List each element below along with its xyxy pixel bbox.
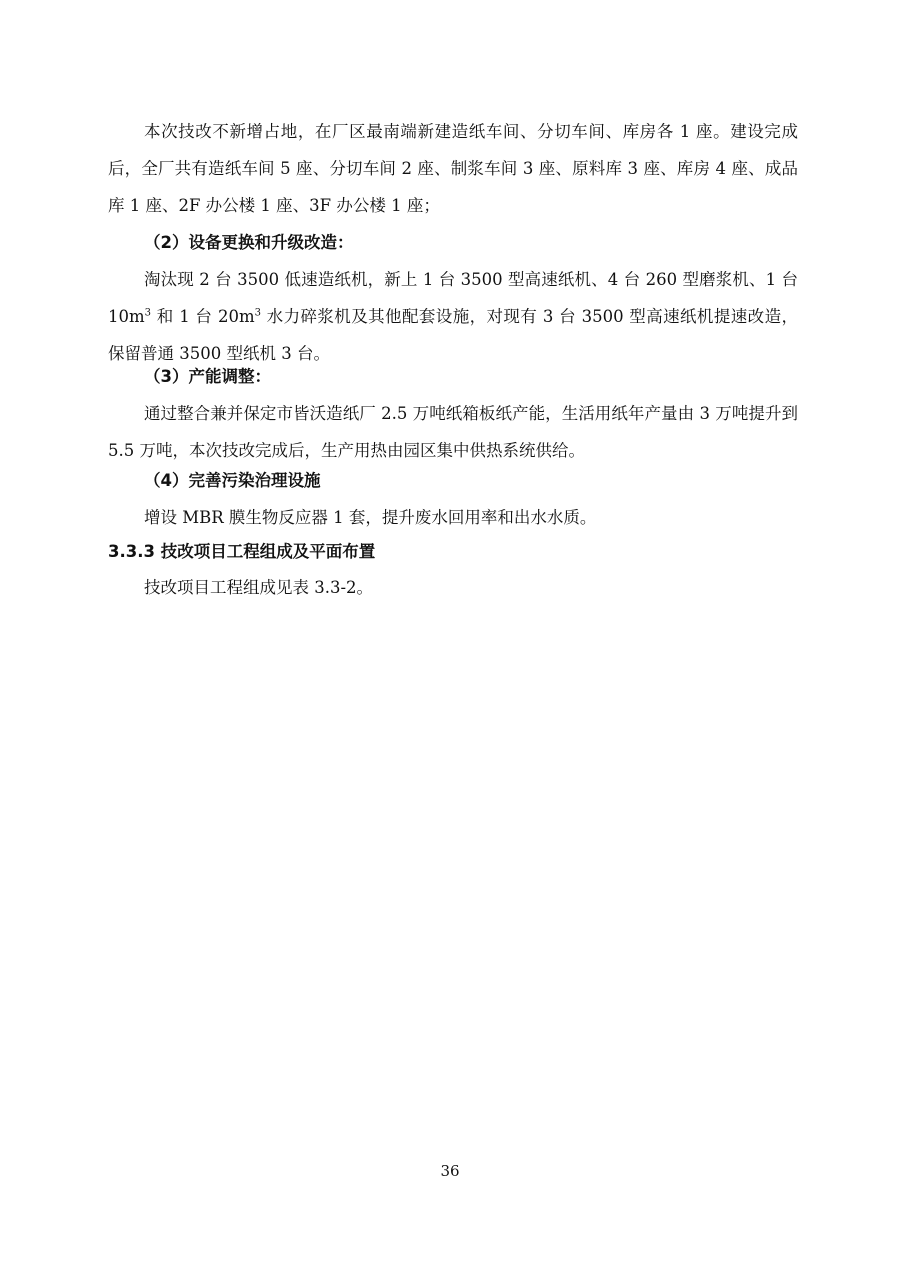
paragraph-capacity: 通过整合兼并保定市皆沃造纸厂 2.5 万吨纸箱板纸产能，生活用纸年产量由 3 万吨提升到 5.5 万吨，本次技改完成后，生产用热由园区集中供热系统供给。 <box>108 404 798 460</box>
superscript-3-a: 3 <box>144 307 152 319</box>
heading-equipment-upgrade: （2）设备更换和升级改造： <box>144 233 354 252</box>
paragraph-table-reference: 技改项目工程组成见表 3.3-2。 <box>144 578 374 597</box>
paragraph-equipment-part-c: 水力碎浆机及其他配套设施，对现有 3 台 3500 型高速纸机提速改造，保留普通 3500 型纸机 3 台。 <box>108 307 798 363</box>
paragraph-construction: 本次技改不新增占地，在厂区最南端新建造纸车间、分切车间、库房各 1 座。建设完成后，全厂共有造纸车间 5 座、分切车间 2 座、制浆车间 3 座、原料库 3 座、库房 4 座、成品库 1 座、2F 办公楼 1 座、3F 办公楼 1 座； <box>108 122 798 215</box>
paragraph-pollution: 增设 MBR 膜生物反应器 1 套，提升废水回用率和出水水质。 <box>144 508 597 527</box>
page-number: 36 <box>440 1162 460 1180</box>
paragraph-equipment <box>108 261 798 372</box>
superscript-3-b: 3 <box>254 307 261 319</box>
paragraph-equipment-part-b: 和 1 台 20m <box>151 307 255 326</box>
section-heading-3-3-3: 3.3.3 技改项目工程组成及平面布置 <box>108 542 376 561</box>
heading-capacity-adjustment: （3）产能调整： <box>144 367 271 386</box>
paragraph-equipment-part-a: 淘汰现 2 台 3500 低速造纸机，新上 1 台 3500 型高速纸机、4 台 260 型磨浆机、1 台 10m <box>108 270 798 326</box>
heading-pollution-treatment: （4）完善污染治理设施 <box>144 471 321 490</box>
